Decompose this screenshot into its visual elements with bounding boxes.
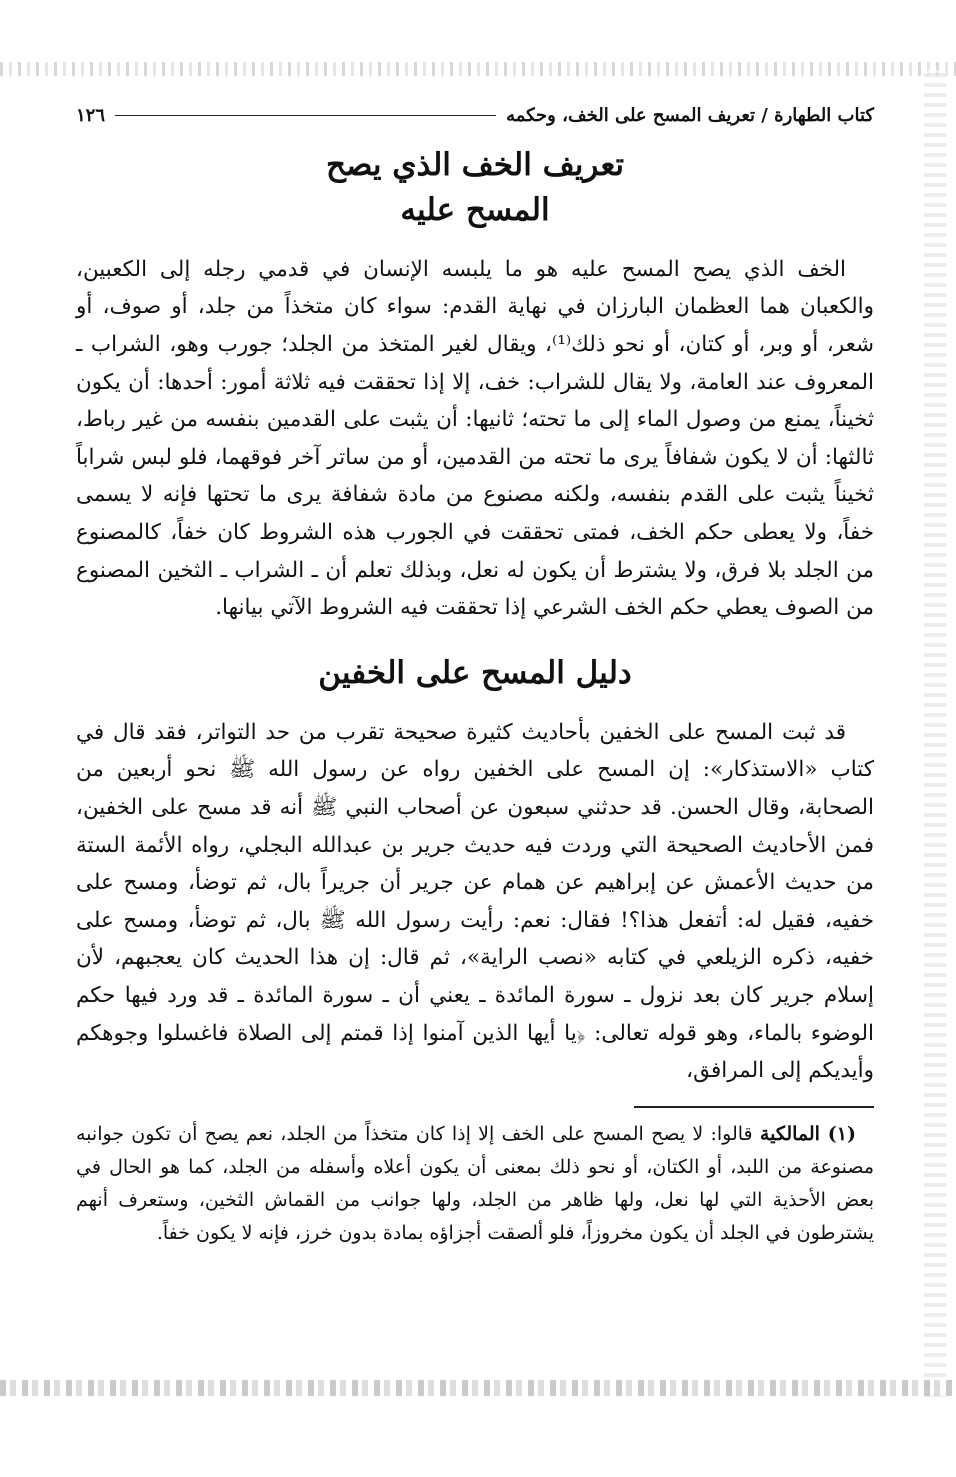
section1-title-line1: تعريف الخف الذي يصح [325, 147, 625, 183]
right-ornamental-border [924, 70, 946, 1397]
section2-paragraph: قد ثبت المسح على الخفين بأحاديث كثيرة صحيحة تقرب من حد التواتر، فقد قال في كتاب «الاستذكار»: إن المسح على الخفين رواه عن رسول الله ﷺ نحو أربعين من الصحابة، وقال الحسن. قد حدثني سبعون عن أصحاب النبي ﷺ أنه قد مسح على الخفين، فمن الأحاديث الصحيحة التي وردت فيه حديث جرير بن عبدالله البجلي، رواه الأئمة الستة من حديث الأعمش عن إبراهيم عن همام عن جرير أن جريراً بال، ثم توضأ، ومسح على خفيه، فقيل له: أتفعل هذا؟! فقال: نعم: رأيت رسول الله ﷺ بال، ثم توضأ، ومسح على خفيه، ذكره الزيلعي في كتابه «نصب الراية»، ثم قال: إن هذا الحديث كان يعجبهم، لأن إسلام جرير كان بعد نزول ـ سورة المائدة ـ يعني أن ـ سورة المائدة ـ قد ورد فيها حكم الوضوء بالماء، وهو قوله تعالى: ﴿يا أيها الذين آمنوا إذا قمتم إلى الصلاة فاغسلوا وجوهكم وأيديكم إلى المرافق، [76, 719, 874, 1084]
header-rule [115, 114, 496, 116]
footnote [76, 1118, 874, 1250]
footnote-text: قالوا: لا يصح المسح على الخف إلا إذا كان متخذاً من الجلد، نعم يصح أن تكون جوانبه مصنوعة من اللبد، أو الكتان، أو نحو ذلك بمعنى أن يكون أعلاه وأسفله من الجلد، كما هو الحال في بعض الأحذية التي لها نعل، ولها ظاهر من الجلد، ولها جوانب من القماش الثخين، وستعرف أنهم يشترطون في الجلد أن يكون مخروزاً، فلو ألصقت أجزاؤه بمادة بدون خرز، فإنه لا يكون خفاً. [76, 1122, 874, 1244]
running-title: كتاب الطهارة / تعريف المسح على الخف، وحكمه [506, 104, 874, 126]
bottom-ornamental-border [0, 1380, 956, 1396]
page-number: ١٢٦ [76, 104, 106, 126]
section2-title: دليل المسح على الخفين [318, 654, 632, 691]
book-page [76, 95, 874, 1250]
footnote-label: (١) المالكية [759, 1122, 856, 1145]
section1-paragraph: الخف الذي يصح المسح عليه هو ما يلبسه الإنسان في قدمي رجله إلى الكعبين، والكعبان هما العظمان البارزان في نهاية القدم: سواء كان متخذاً من جلد، أو صوف، أو شعر، أو وبر، أو كتان، أو نحو ذلك⁽¹⁾، ويقال لغير المتخذ من الجلد؛ جورب وهو، الشراب ـ المعروف عند العامة، ولا يقال للشراب: خف، إلا إذا تحققت فيه ثلاثة أمور: أحدها: أن يكون ثخيناً، يمنع من وصول الماء إلى ما تحته؛ ثانيها: أن يثبت على القدمين بنفسه من غير رباط، ثالثها: أن لا يكون شفافاً يرى ما تحته من القدمين، أو من ساتر آخر فوقهما، فلو لبس شراباً ثخيناً يثبت على القدم بنفسه، ولكنه مصنوع من مادة شفافة يرى ما تحتها فإنه لا يسمى خفاً، ولا يعطى حكم الخف، فمتى تحققت في الجورب هذه الشروط كان خفاً، كالمصنوع من الجلد بلا فرق، ولا يشترط أن يكون له نعل، وبذلك تعلم أن ـ الشراب ـ الثخين المصنوع من الصوف يعطي حكم الخف الشرعي إذا تحققت فيه الشروط الآتي بيانها. [76, 256, 874, 621]
running-header [76, 95, 874, 135]
section1-title-line2: المسح عليه [400, 191, 550, 228]
top-ornamental-border [0, 62, 956, 76]
footnote-rule [634, 1106, 874, 1108]
